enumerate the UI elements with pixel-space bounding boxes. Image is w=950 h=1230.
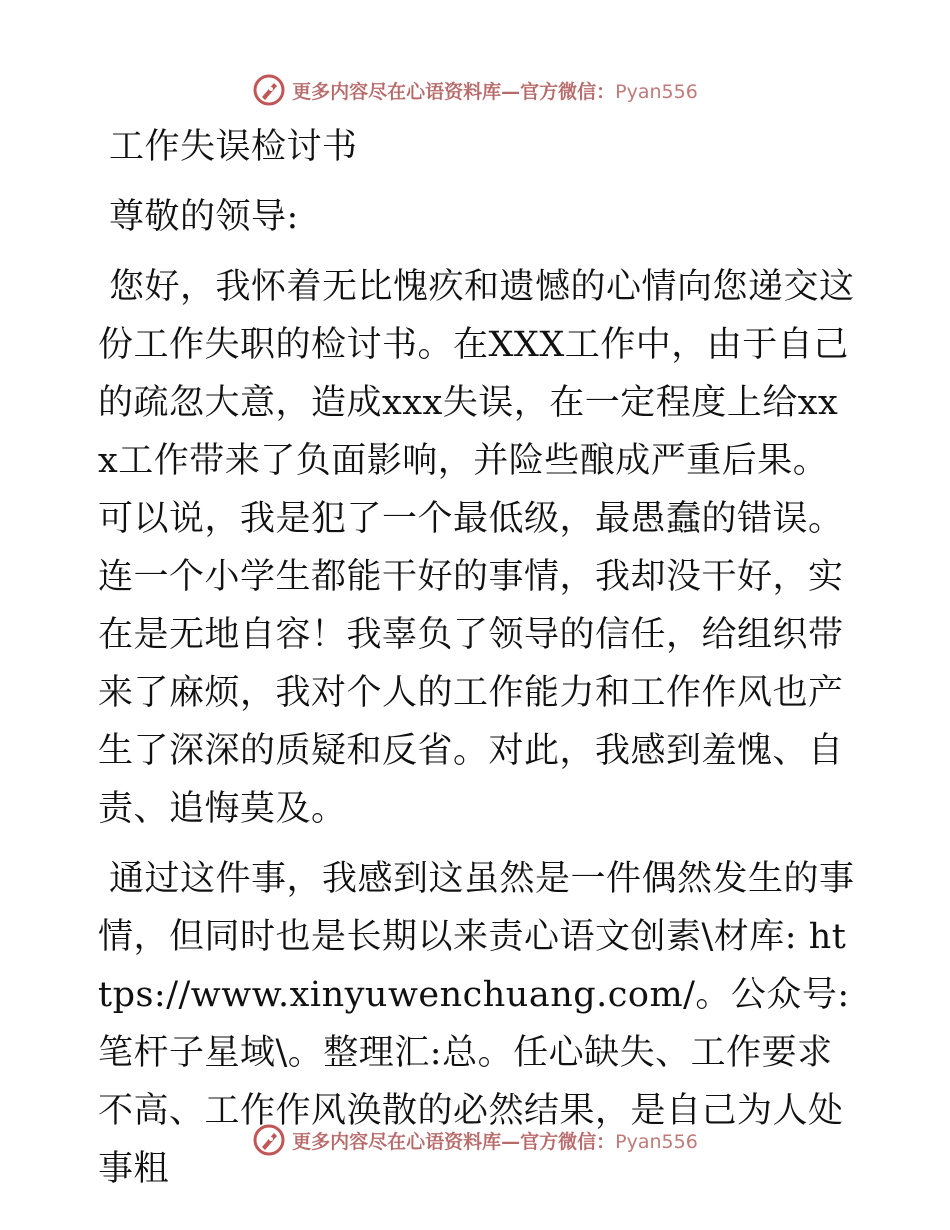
watermark-contact: Pyan556 [615, 80, 698, 103]
document-title: 工作失误检讨书 [109, 127, 358, 167]
footer-watermark [0, 1120, 950, 1160]
salutation: 尊敬的领导: [109, 197, 299, 237]
paragraph-1-text: 您好，我怀着无比愧疚和遗憾的心情向您递交这份工作失职的检讨书。在XXX工作中，由于自己的疏忽大意，造成xxx失误，在一定程度上给xxx工作带来了负面影响，并险些酿成严重后果。可以说，我是犯了一个最低级，最愚蠢的错误。连一个小学生都能干好的事情，我却没干好，实在是无地自容！我辜负了领导的信任，给组织带来了麻烦，我对个人的工作能力和工作作风也产生了深深的质疑和反省。对此，我感到羞愧、自责、追悔莫及。 [98, 267, 855, 829]
header-watermark [0, 70, 950, 110]
paragraph-2-text: 通过这件事，我感到这虽然是一件偶然发生的事情，但同时也是长期以来责心语文创素\材库: https://www.xinyuwenchuang.com/。公众号: 笔杆子星域\。整理汇:总。任心缺失、工作要求不高、工作作风涣散的必然结果，是自己为人处事粗 [98, 859, 855, 1189]
pen-nib-logo-icon [252, 1123, 286, 1157]
watermark-text: 更多内容尽在心语资料库—官方微信：Pyan556 [292, 80, 698, 103]
document-body [98, 118, 858, 1198]
paragraph-1 [98, 258, 858, 838]
pen-nib-logo-icon [252, 73, 286, 107]
watermark-text: 更多内容尽在心语资料库—官方微信：Pyan556 [292, 1130, 698, 1153]
watermark-contact: Pyan556 [615, 1130, 698, 1153]
